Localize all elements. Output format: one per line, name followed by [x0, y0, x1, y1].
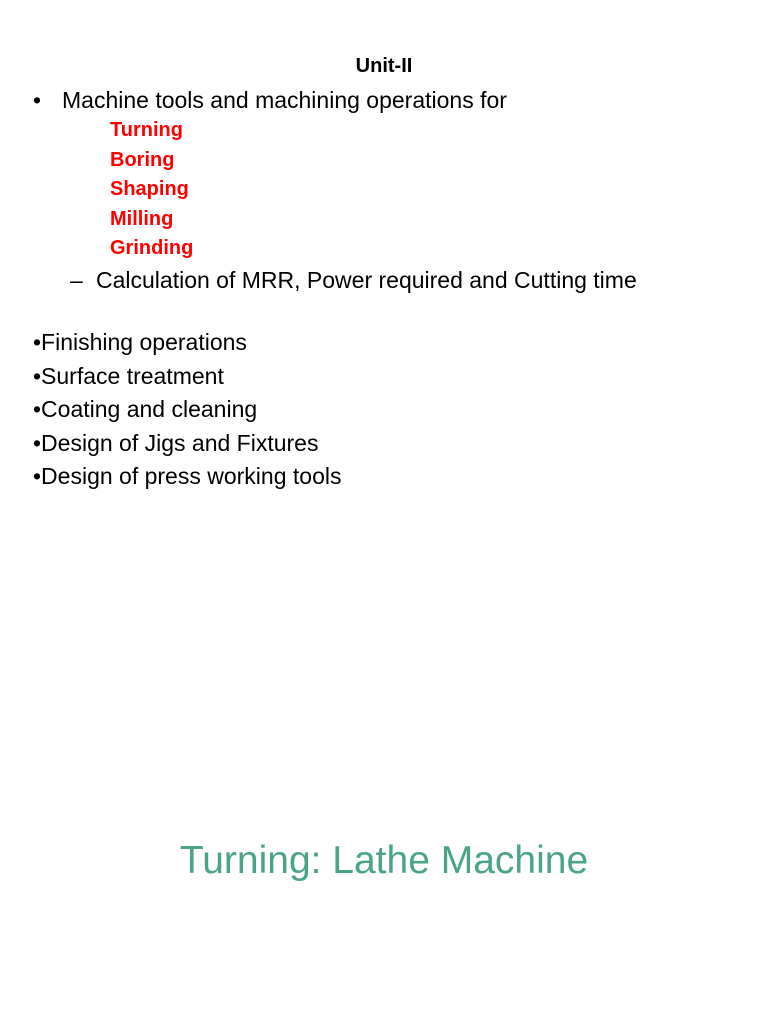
topics-list: [33, 326, 341, 494]
dash-marker: –: [70, 267, 83, 293]
section-title: Turning: Lathe Machine: [179, 839, 589, 882]
topic-item-press: •Design of press working tools: [33, 463, 342, 489]
unit-title: Unit-II: [355, 55, 413, 77]
topic-item-jigs: •Design of Jigs and Fixtures: [33, 429, 319, 456]
operation-item-grinding: Grinding: [110, 237, 194, 259]
main-bullet: [33, 86, 507, 114]
topic-item-coating: •Coating and cleaning: [33, 396, 258, 422]
main-bullet-text: Machine tools and machining operations for: [62, 87, 507, 113]
topic-item-surface: •Surface treatment: [33, 362, 224, 389]
sub-bullet-text: Calculation of MRR, Power required and Cutting time: [96, 267, 637, 293]
operations-list: [110, 116, 193, 264]
sub-bullet: [70, 266, 637, 294]
topic-item-finishing: •Finishing operations: [33, 329, 247, 355]
operation-item-shaping: Shaping: [110, 178, 189, 200]
operation-item-turning: Turning: [110, 119, 183, 141]
operation-item-milling: Milling: [110, 207, 174, 230]
bullet-marker: •: [33, 87, 42, 113]
operation-item-boring: Boring: [110, 148, 175, 171]
